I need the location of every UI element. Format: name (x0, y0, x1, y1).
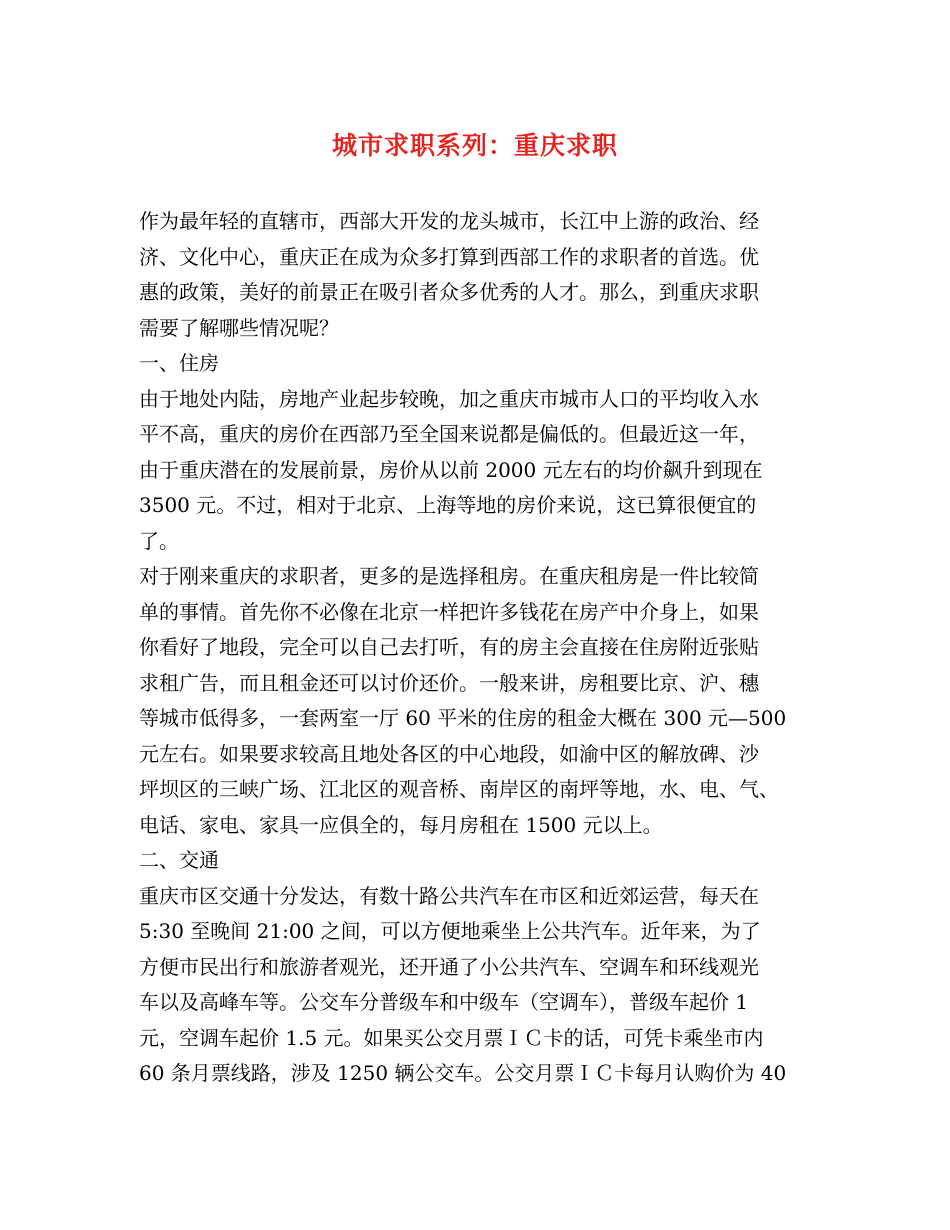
paragraph-line: 重庆市区交通十分发达，有数十路公共汽车在市区和近郊运营，每天在 (139, 883, 759, 908)
paragraph-line: 对于刚来重庆的求职者，更多的是选择租房。在重庆租房是一件比较简 (139, 564, 759, 588)
paragraph-line: 求租广告，而且租金还可以讨价还价。一般来讲，房租要比京、沪、穗 (139, 670, 759, 695)
paragraph-line: 单的事情。首先你不必像在北京一样把许多钱花在房产中介身上，如果 (139, 599, 759, 624)
paragraph-line: 一、住房 (139, 351, 219, 375)
document-title: 城市求职系列：重庆求职 (331, 131, 618, 160)
paragraph-line: 车以及高峰车等。公交车分普级车和中级车（空调车），普级车起价 1 (139, 990, 749, 1014)
paragraph-line: 惠的政策，美好的前景正在吸引者众多优秀的人才。那么，到重庆求职 (139, 280, 759, 304)
paragraph-line: 坪坝区的三峡广场、江北区的观音桥、南岸区的南坪等地，水、电、气、 (139, 777, 779, 801)
paragraph-line: 方便市民出行和旅游者观光，还开通了小公共汽车、空调车和环线观光 (139, 954, 759, 979)
paragraph-line: 平不高，重庆的房价在西部乃至全国来说都是偏低的。但最近这一年， (139, 422, 759, 446)
paragraph-line: 由于地处内陆，房地产业起步较晚，加之重庆市城市人口的平均收入水 (139, 386, 759, 411)
paragraph-line: 元左右。如果要求较高且地处各区的中心地段，如渝中区的解放碑、沙 (139, 741, 759, 766)
paragraph-line: 你看好了地段，完全可以自己去打听，有的房主会直接在住房附近张贴 (139, 635, 759, 659)
paragraph-line: 3500 元。不过，相对于北京、上海等地的房价来说，这已算很便宜的 (139, 493, 757, 517)
paragraph-line: 5:30 至晚间 21:00 之间，可以方便地乘坐上公共汽车。近年来，为了 (139, 919, 761, 943)
paragraph-line: 60 条月票线路，涉及 1250 辆公交车。公交月票ＩＣ卡每月认购价为 40 (139, 1061, 787, 1085)
paragraph-line: 电话、家电、家具一应俱全的，每月房租在 1500 元以上。 (139, 812, 663, 837)
paragraph-line: 二、交通 (139, 848, 219, 872)
paragraph-line: 等城市低得多，一套两室一厅 60 平米的住房的租金大概在 300 元—500 (139, 706, 787, 730)
paragraph-line: 了。 (139, 528, 179, 553)
paragraph-line: 济、文化中心，重庆正在成为众多打算到西部工作的求职者的首选。优 (139, 244, 759, 269)
paragraph-line: 由于重庆潜在的发展前景，房价从以前 2000 元左右的均价飙升到现在 (139, 457, 763, 482)
paragraph-line: 需要了解哪些情况呢？ (139, 315, 339, 340)
paragraph-line: 作为最年轻的直辖市，西部大开发的龙头城市，长江中上游的政治、经 (139, 209, 759, 233)
paragraph-line: 元，空调车起价 1.5 元。如果买公交月票ＩＣ卡的话，可凭卡乘坐市内 (139, 1025, 764, 1050)
